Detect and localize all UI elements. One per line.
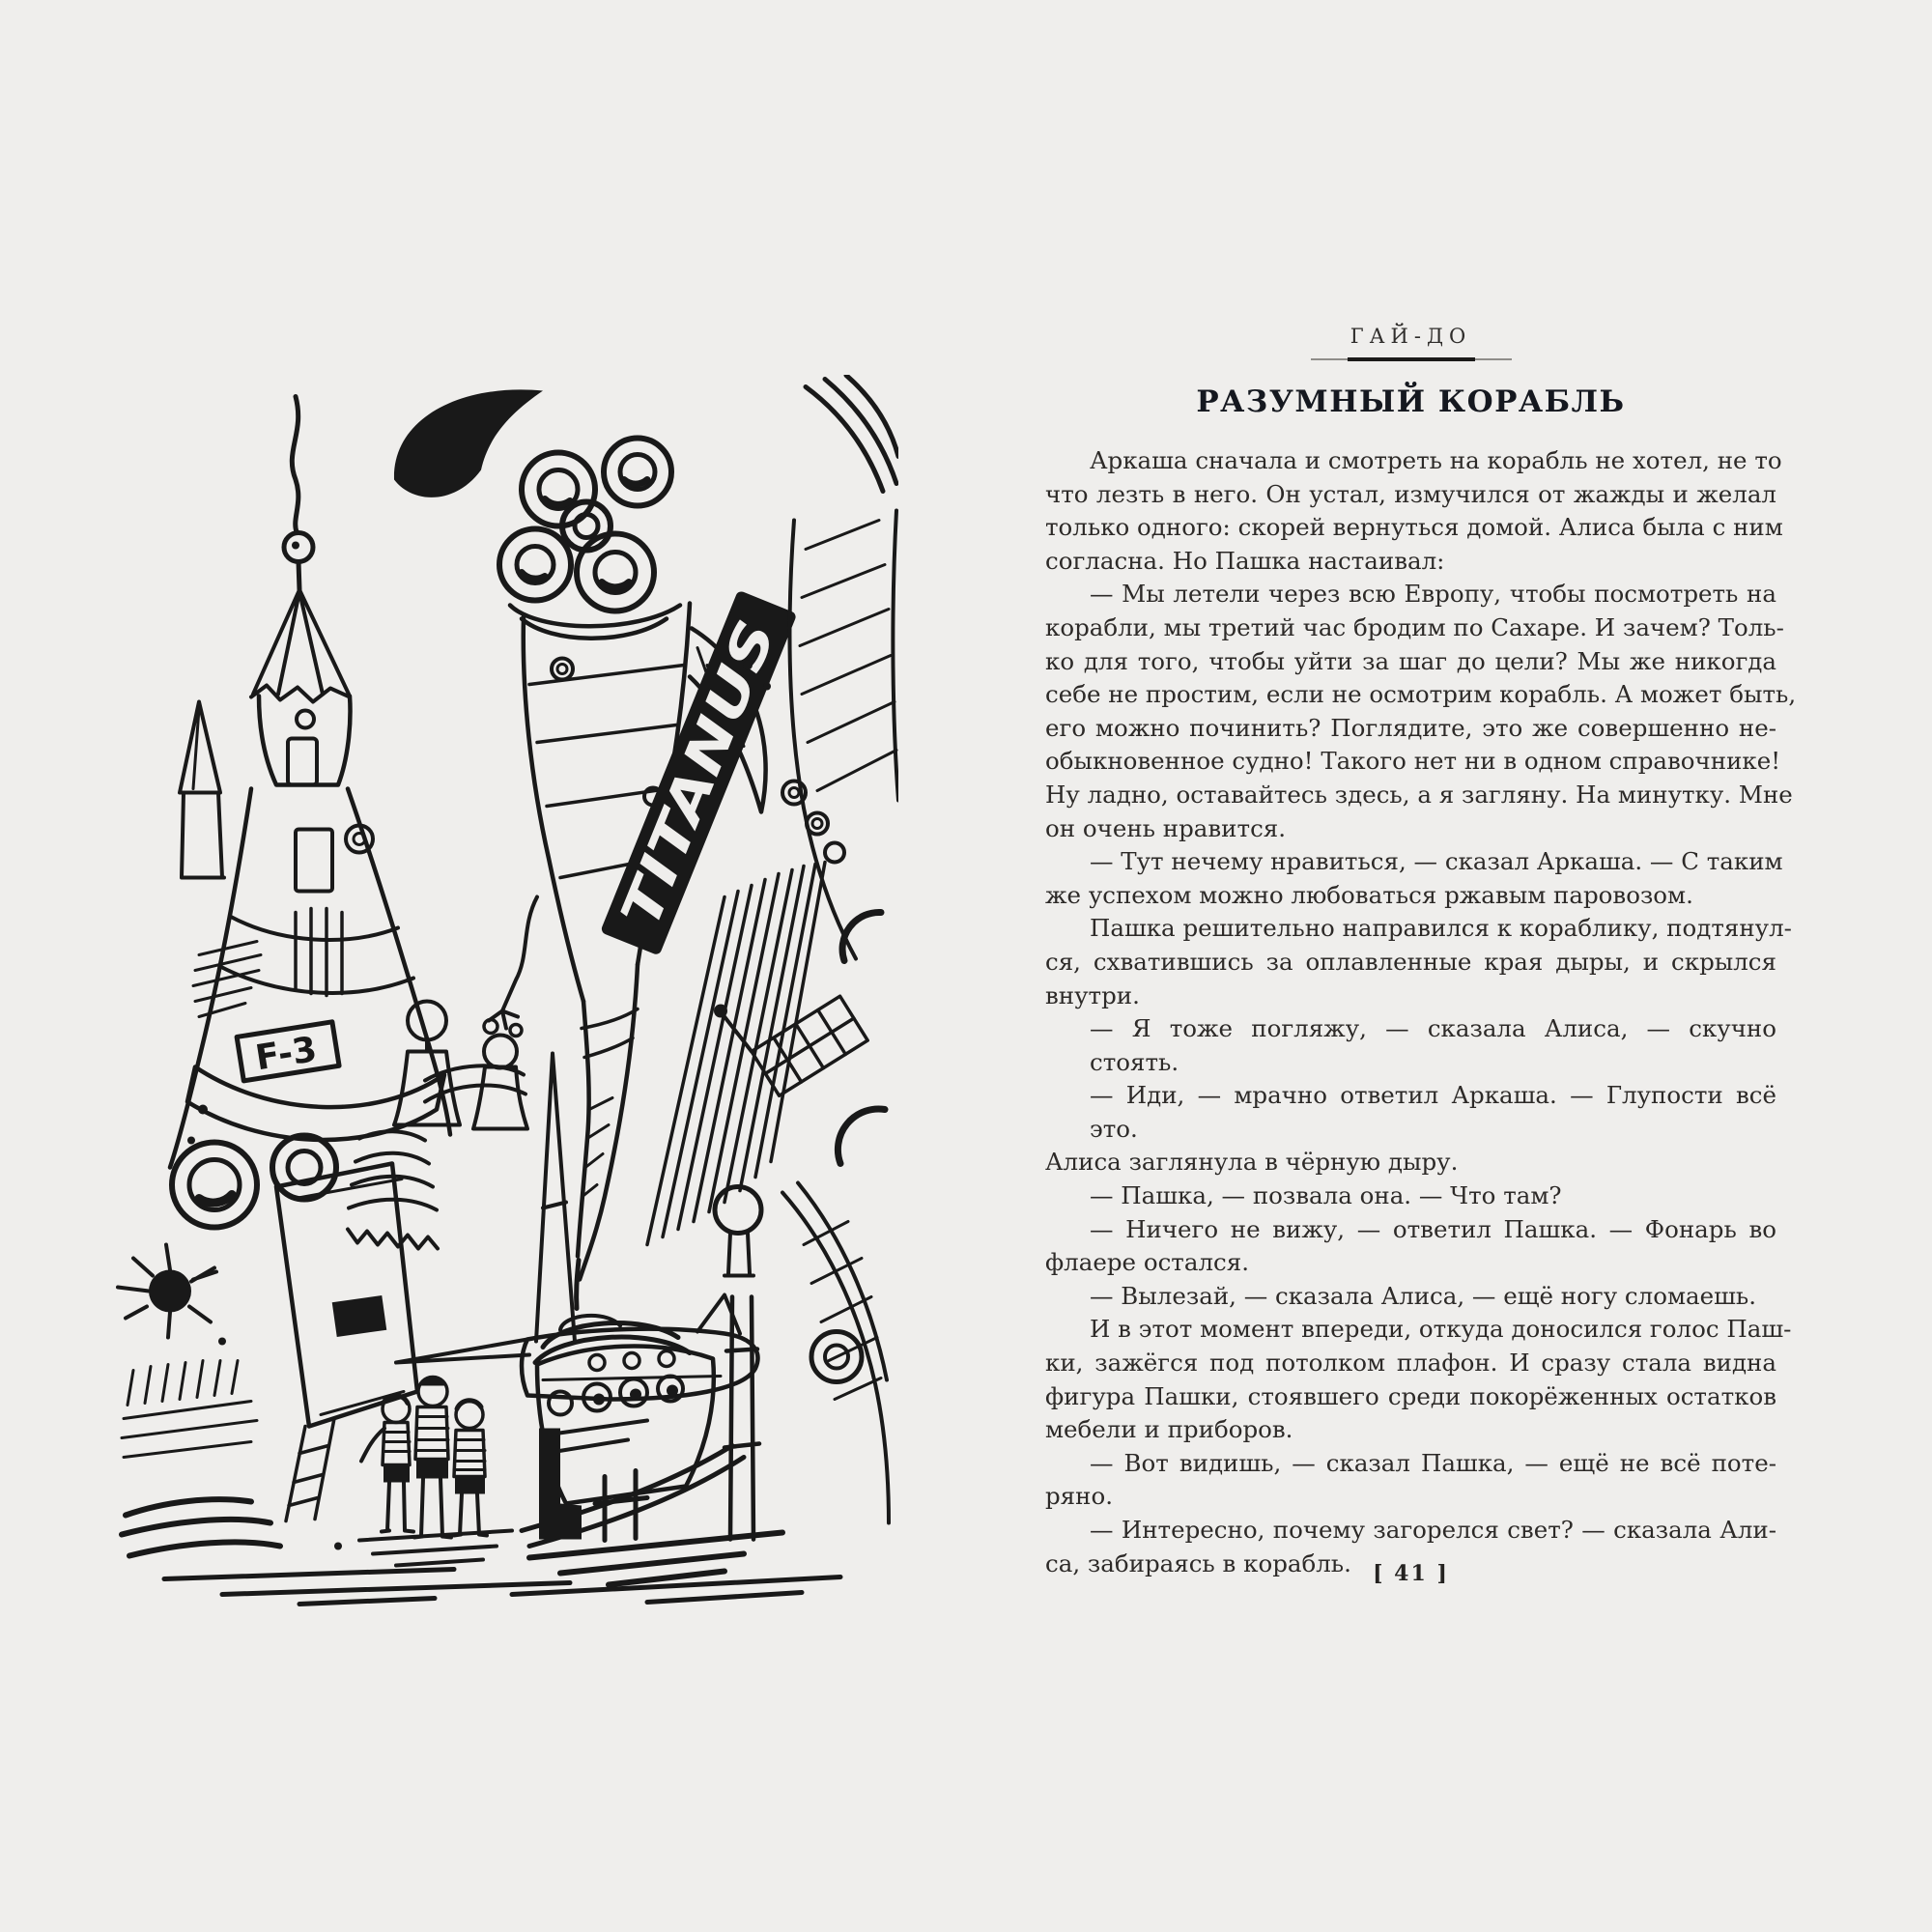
text-line: — Вот видишь, — сказал Пашка, — ещё не всё поте-: [1090, 1448, 1776, 1477]
text-line: только одного: скорей вернуться домой. Алиса была с ним: [1045, 513, 1783, 542]
text-line: внутри.: [1045, 980, 1140, 1009]
text-line: — Вылезай, — сказала Алиса, — ещё ногу сломаешь.: [1090, 1281, 1757, 1310]
paragraph: [1045, 1313, 1792, 1446]
paragraph: [1045, 1213, 1776, 1280]
paragraph: [1045, 1146, 1776, 1179]
text-line: — Я тоже погляжу, — сказала Алиса, — скучно стоять.: [1090, 1014, 1776, 1076]
text-line: — Ничего не вижу, — ответил Пашка. — Фонарь во: [1090, 1214, 1776, 1243]
text-line: Пашка решительно направился к кораблику, подтянул-: [1090, 914, 1792, 943]
paragraph: [1045, 1079, 1776, 1146]
tower-marking-label: F-3: [252, 1029, 320, 1079]
paragraph: [1045, 1280, 1776, 1314]
text-line: ки, зажёгся под потолком плафон. И сразу стала видна: [1045, 1349, 1776, 1378]
text-line: что лезть в него. Он устал, измучился от жажды и желал: [1045, 479, 1776, 508]
text-line: же успехом можно любоваться ржавым паровозом.: [1045, 880, 1693, 909]
text-line: — Мы летели через всю Европу, чтобы посмотреть на: [1090, 580, 1776, 609]
text-page: [1045, 325, 1797, 1580]
paragraph: [1045, 845, 1783, 912]
text-line: корабли, мы третий час бродим по Сахаре. И зачем? Толь-: [1045, 612, 1784, 641]
chapter-title: РАЗУМНЫЙ КОРАБЛЬ: [1196, 384, 1626, 419]
text-line: са, забираясь в корабль.: [1045, 1548, 1351, 1577]
children-figures: [359, 1377, 512, 1566]
text-line: — Пашка, — позвала она. — Что там?: [1090, 1181, 1562, 1210]
paragraph: [1045, 578, 1797, 845]
text-line: Алиса заглянула в чёрную дыру.: [1045, 1148, 1459, 1177]
paragraph: [1045, 912, 1792, 1012]
rocket-name-label: TITANUS: [609, 675, 762, 936]
text-line: ко для того, чтобы уйти за шаг до цели? Мы же никогда: [1045, 646, 1776, 675]
text-line: фигура Пашки, стоявшего среди покорёженных остатков: [1045, 1381, 1776, 1410]
text-line: согласна. Но Пашка настаивал:: [1045, 546, 1445, 575]
header-rule-thick-bar: [1348, 357, 1475, 361]
titanus-rocket: [394, 389, 825, 1308]
tower-ship: [170, 397, 575, 1521]
body-text: [1045, 444, 1797, 1580]
text-line: ряно.: [1045, 1482, 1114, 1511]
text-line: — Тут нечему нравиться, — сказал Аркаша. — С таким: [1090, 847, 1783, 876]
illustration: [106, 375, 898, 1607]
paragraph: [1045, 1179, 1776, 1213]
text-line: флаере остался.: [1045, 1248, 1249, 1277]
paragraph: [1045, 1012, 1776, 1079]
page-number: [ 41 ]: [1373, 1561, 1449, 1586]
running-header: ГАЙ-ДО: [1350, 325, 1472, 348]
text-line: — Интересно, почему загорелся свет? — сказала Али-: [1090, 1516, 1776, 1544]
text-line: — Иди, — мрачно ответил Аркаша. — Глупости всё это.: [1090, 1081, 1776, 1143]
paragraph: [1045, 444, 1783, 578]
paragraph: [1045, 1447, 1776, 1514]
text-line: он очень нравится.: [1045, 813, 1287, 842]
text-line: мебели и приборов.: [1045, 1415, 1293, 1444]
header-rule-ornament: [1311, 356, 1512, 361]
text-line: Ну ладно, оставайтесь здесь, а я загляну. На минутку. Мне: [1045, 780, 1793, 809]
text-line: Аркаша сначала и смотреть на корабль не хотел, не то: [1090, 446, 1782, 474]
text-line: себе не простим, если не осмотрим корабль. А может быть,: [1045, 680, 1797, 709]
boat-hull-ship: [522, 1323, 782, 1585]
text-line: ся, схватившись за оплавленные края дыры, и скрылся: [1045, 947, 1776, 976]
text-line: обыкновенное судно! Такого нет ни в одном справочнике!: [1045, 747, 1781, 776]
text-line: И в этот момент впереди, откуда доносился голос Паш-: [1090, 1315, 1792, 1344]
text-line: его можно починить? Поглядите, это же совершенно не-: [1045, 713, 1776, 742]
